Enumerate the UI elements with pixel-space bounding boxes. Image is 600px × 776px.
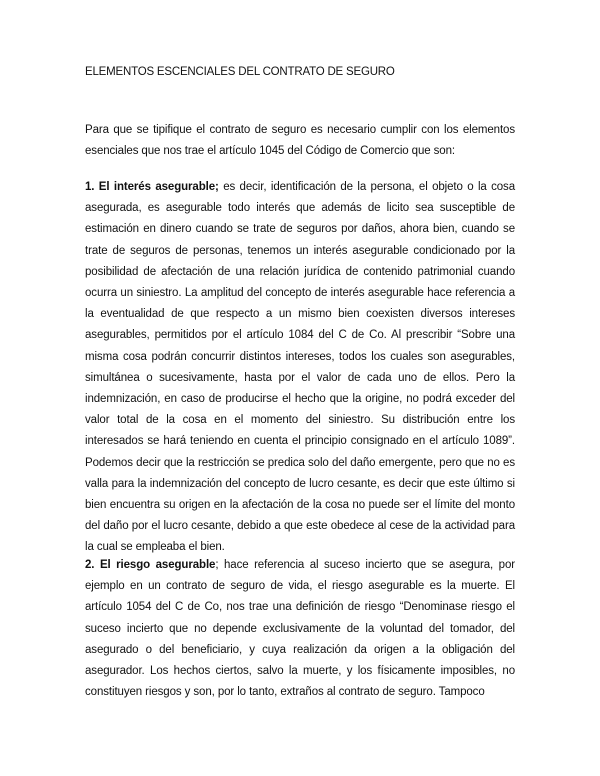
document-title: ELEMENTOS ESCENCIALES DEL CONTRATO DE SEGURO bbox=[85, 66, 395, 78]
section-1-heading: 1. El interés asegurable; bbox=[85, 181, 219, 193]
section-2-heading: 2. El riesgo asegurable bbox=[85, 559, 216, 571]
section-1-body: es decir, identificación de la persona, el objeto o la cosa asegurada, es asegurable todo interés que además de licito sea susceptible de estimación en dinero cuando se trate de seguros por daños, ahora bien, cuando se trate de seguros de personas, tenemos un interés asegurable condicionado por la posibilidad de afectación de una relación jurídica de contenido patrimonial cuando ocurra un siniestro. La amplitud del concepto de interés asegurable hace referencia a la eventualidad de que respecto a un mismo bien coexisten diversos intereses asegurables, permitidos por el artículo 1084 del C de Co. Al prescribir “Sobre una misma cosa podrán concurrir distintos intereses, todos los cuales son asegurables, simultánea o sucesivamente, hasta por el valor de cada uno de ellos. Pero la indemnización, en caso de producirse el hecho que la origine, no podrá exceder del valor total de la cosa en el momento del siniestro. Su distribución entre los interesados se hará teniendo en cuenta el principio consignado en el artículo 1089”. Podemos decir que la restricción se predica solo del daño emergente, pero que no es valla para la indemnización del concepto de lucro cesante, es decir que este último si bien encuentra su origen en la afectación de la cosa no puede ser el límite del monto del daño por el lucro cesante, debido a que este obedece al cese de la actividad para la cual se empleaba el bien. bbox=[85, 181, 515, 554]
intro-paragraph: Para que se tipifique el contrato de seguro es necesario cumplir con los elementos esenciales que nos trae el artículo 1045 del Código de Comercio que son: bbox=[85, 124, 515, 158]
section-2-paragraph bbox=[85, 555, 515, 703]
section-1-paragraph bbox=[85, 177, 515, 559]
section-2-body: ; hace referencia al suceso incierto que se asegura, por ejemplo en un contrato de seguro de vida, el riesgo asegurable es la muerte. El artículo 1054 del C de Co, nos trae una definición de riesgo “Denominase riesgo el suceso incierto que no depende exclusivamente de la voluntad del tomador, del asegurado o del beneficiario, y cuya realización da origen a la obligación del asegurador. Los hechos ciertos, salvo la muerte, y los físicamente imposibles, no constituyen riesgos y son, por lo tanto, extraños al contrato de seguro. Tampoco bbox=[85, 559, 516, 699]
